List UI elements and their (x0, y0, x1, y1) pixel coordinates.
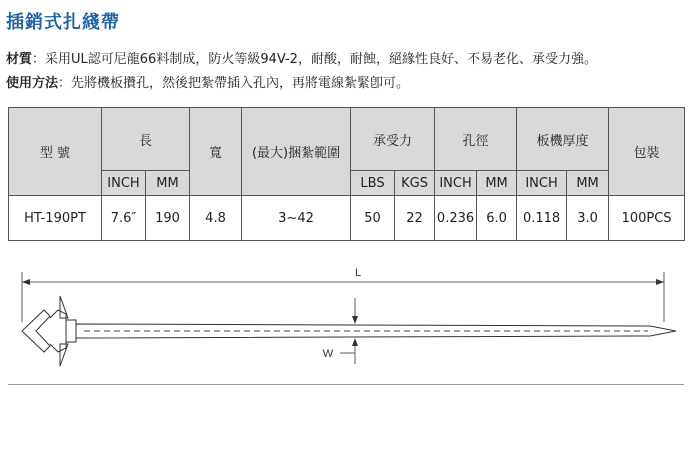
mount-head-icon (60, 296, 68, 366)
length-arrow-left-icon (22, 279, 30, 285)
header-tensile: 承受力 (351, 108, 435, 171)
header-pack: 包裝 (609, 108, 685, 196)
subheader-hole-mm: MM (477, 171, 517, 196)
bottom-divider (8, 384, 684, 385)
cell-hole-mm: 6.0 (477, 196, 517, 241)
subheader-length-mm: MM (146, 171, 190, 196)
mount-arrow-icon (22, 310, 50, 352)
width-arrow-top-icon (352, 316, 358, 324)
cell-bundle: 3~42 (242, 196, 351, 241)
cell-pack: 100PCS (609, 196, 685, 241)
header-width: 寬 (190, 108, 242, 196)
material-line (6, 48, 597, 67)
cell-panel-inch: 0.118 (517, 196, 567, 241)
header-length: 長 (102, 108, 190, 171)
cell-length-mm: 190 (146, 196, 190, 241)
subheader-panel-inch: INCH (517, 171, 567, 196)
subheader-tensile-kgs: KGS (395, 171, 435, 196)
cell-length-inch: 7.6″ (102, 196, 146, 241)
width-arrow-bottom-icon (352, 338, 358, 346)
mount-wing-icon (50, 310, 66, 352)
subheader-panel-mm: MM (567, 171, 609, 196)
subheader-tensile-lbs: LBS (351, 171, 395, 196)
material-label: 材質 (6, 52, 33, 67)
cable-tie-drawing (0, 258, 700, 398)
header-bundle: (最大)捆紮範圍 (242, 108, 351, 196)
subheader-length-inch: INCH (102, 171, 146, 196)
mount-collar-icon (66, 320, 76, 342)
cell-tensile-kgs: 22 (395, 196, 435, 241)
page-title: 插銷式扎綫帶 (6, 12, 120, 33)
cell-tensile-lbs: 50 (351, 196, 395, 241)
usage-line (6, 72, 409, 91)
header-hole: 孔徑 (435, 108, 517, 171)
usage-label: 使用方法 (6, 76, 59, 91)
table-row (9, 196, 685, 241)
spec-table (8, 107, 685, 241)
cell-panel-mm: 3.0 (567, 196, 609, 241)
length-label: L (354, 267, 362, 279)
length-arrow-right-icon (656, 279, 664, 285)
cell-model: HT-190PT (9, 196, 102, 241)
subheader-hole-inch: INCH (435, 171, 477, 196)
cell-width: 4.8 (190, 196, 242, 241)
material-text: ：采用UL認可尼龍66料制成，防火等級94V-2，耐酸，耐蝕，絕緣性良好、不易老化、承受力強。 (32, 52, 597, 67)
cell-hole-inch: 0.236 (435, 196, 477, 241)
width-label: W (322, 348, 334, 360)
header-model: 型 號 (9, 108, 102, 196)
usage-text: ：先將機板攢孔，然後把紮帶插入孔內，再將電線紮緊卽可。 (58, 76, 410, 91)
header-panel: 板機厚度 (517, 108, 609, 171)
